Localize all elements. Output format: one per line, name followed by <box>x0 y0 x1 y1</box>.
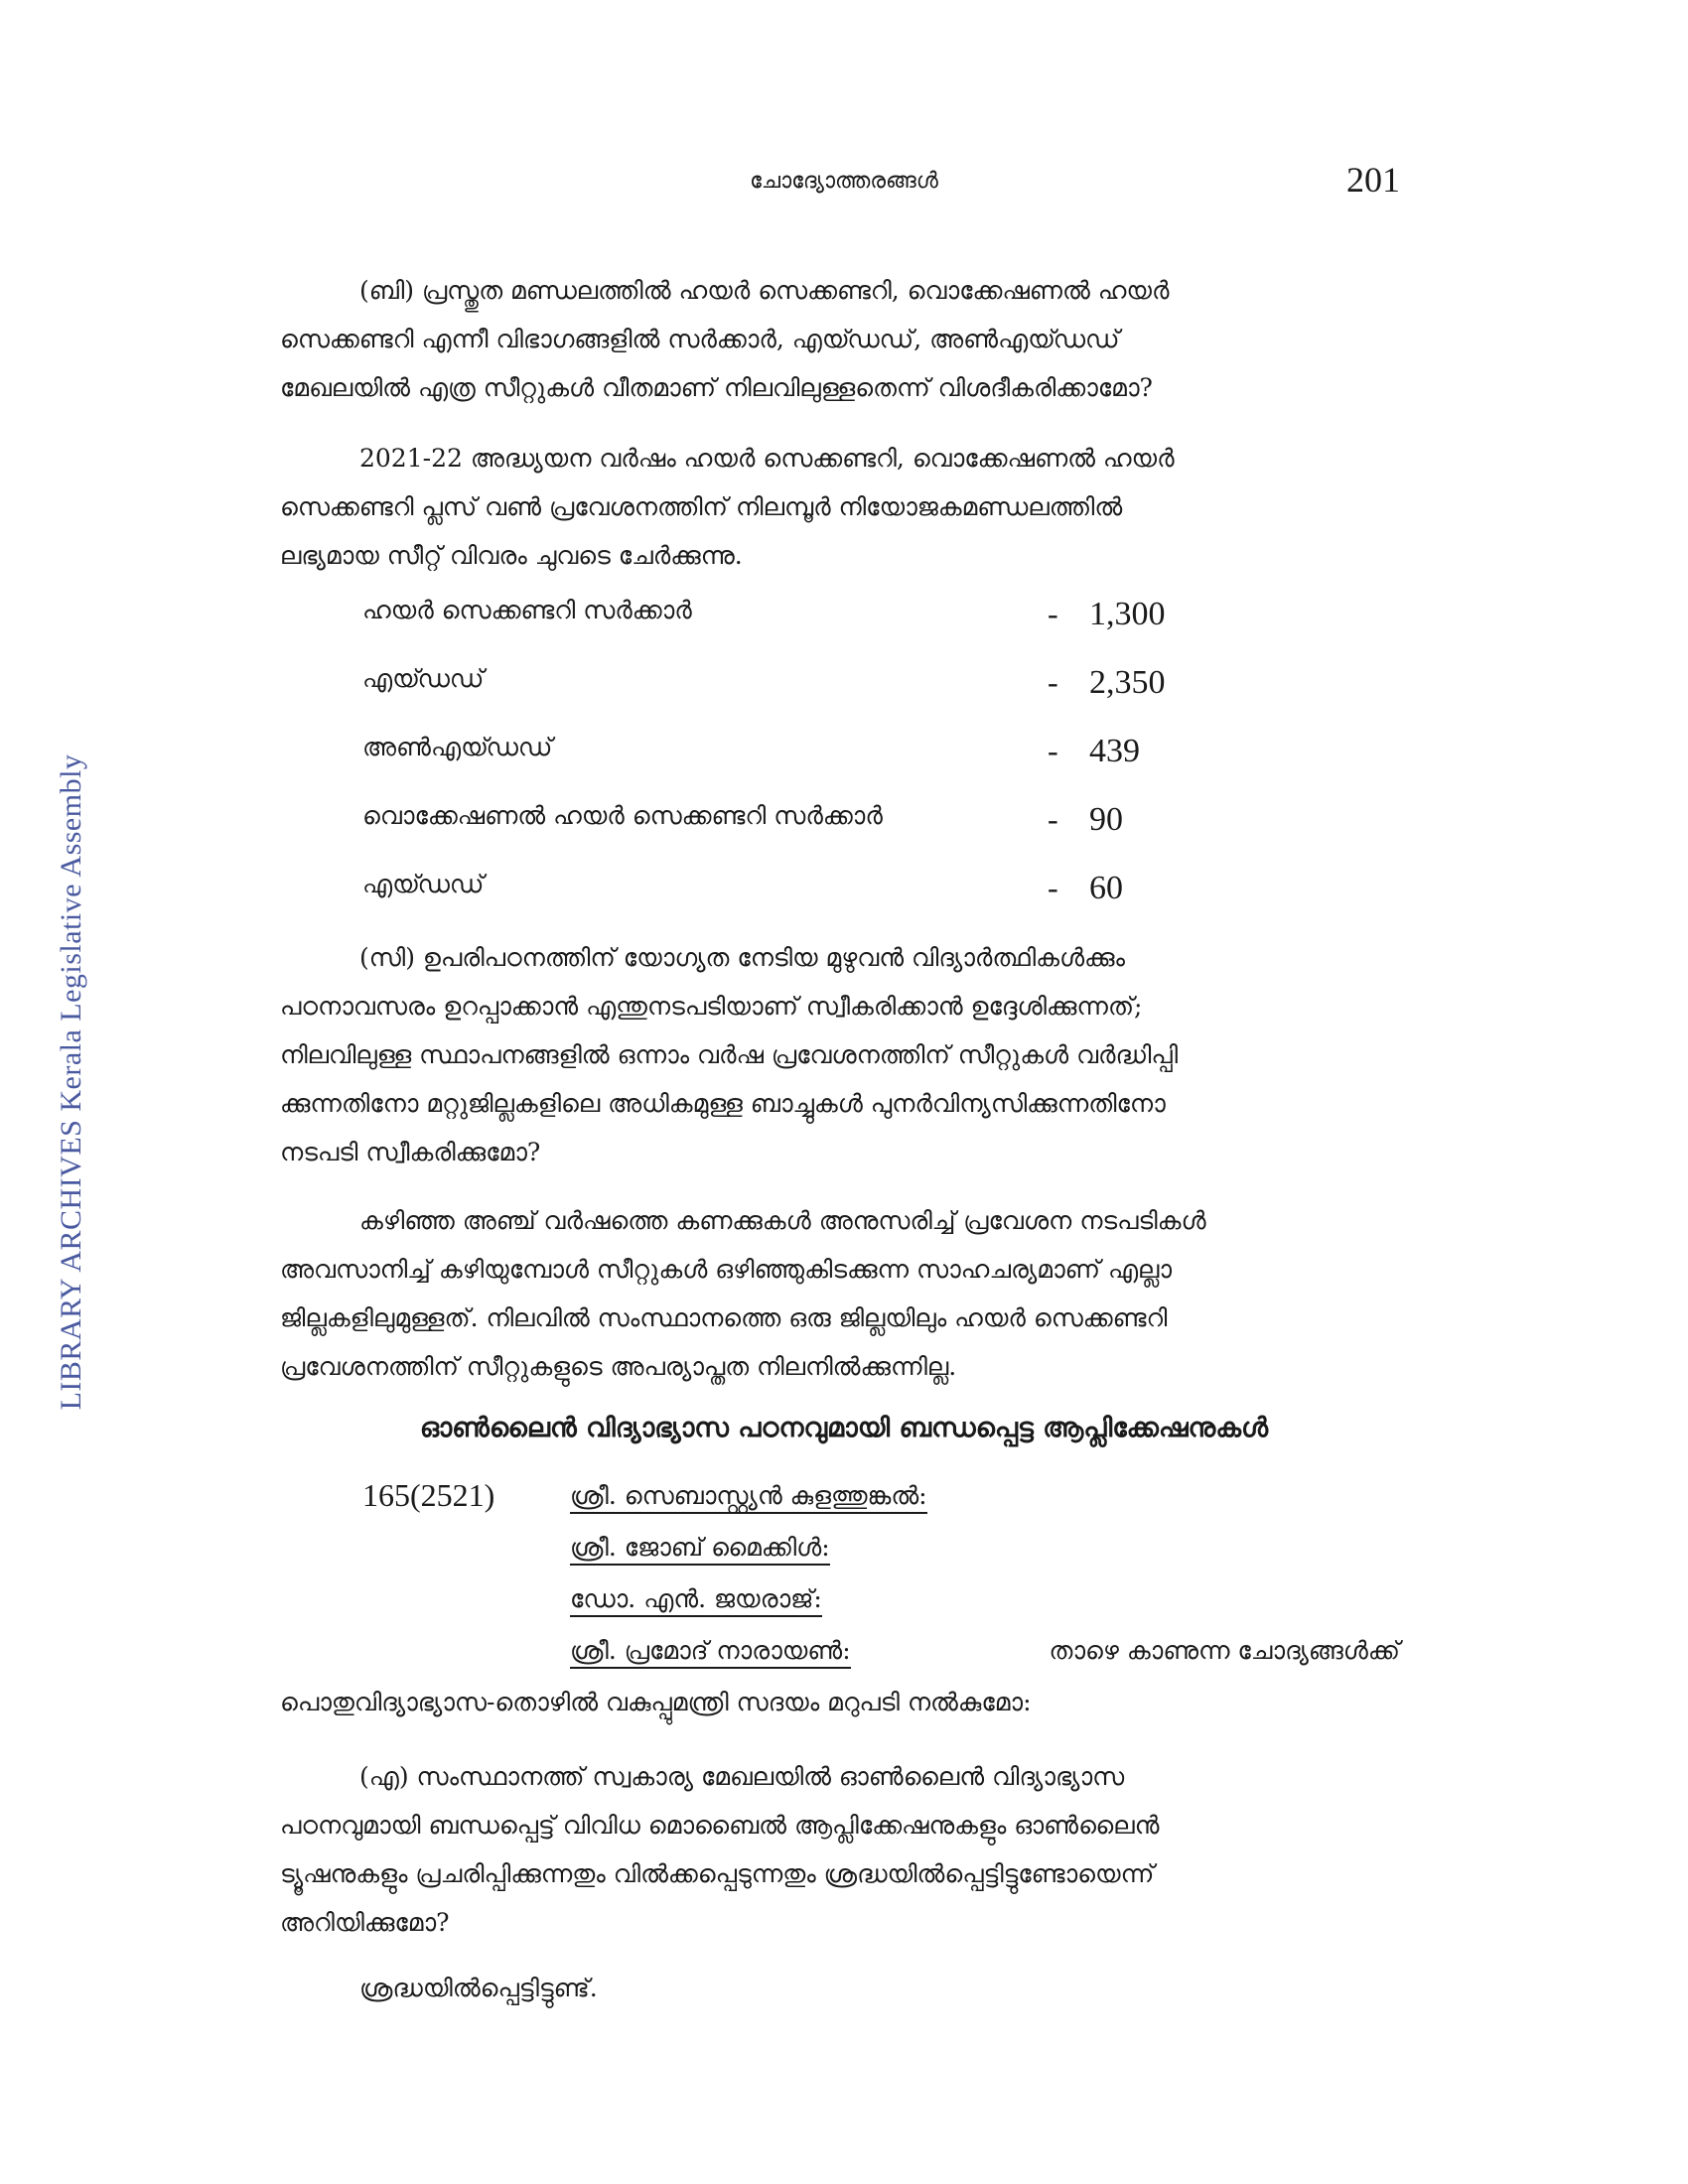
seat-dash: - <box>1048 801 1058 837</box>
seat-count: 60 <box>1089 870 1123 906</box>
question-b-line: സെക്കണ്ടറി എന്നീ വിഭാഗങ്ങളിൽ സർക്കാർ, എയ്ഡഡ്, അൺഎയ്ഡഡ് <box>280 325 1120 353</box>
seat-dash: - <box>1048 733 1058 768</box>
seat-count: 2,350 <box>1089 664 1166 701</box>
answer-b-line: 2021-22 അദ്ധ്യയന വർഷം ഹയർ സെക്കണ്ടറി, വൊക്കേഷണൽ ഹയർ <box>359 444 1175 473</box>
seat-count: 90 <box>1089 801 1123 838</box>
member-name <box>570 1533 830 1563</box>
seat-row <box>362 870 1256 919</box>
question-c <box>280 933 1400 1176</box>
member-name <box>570 1584 822 1614</box>
question-b-line: (ബി) പ്രസ്തുത മണ്ഡലത്തിൽ ഹയർ സെക്കണ്ടറി, വൊക്കേഷണൽ ഹയർ <box>359 276 1170 305</box>
question-c-line: ക്കുന്നതിനോ മറ്റുജില്ലകളിലെ അധികമുള്ള ബാച്ചുകൾ പുനർവിന്യസിക്കുന്നതിനോ <box>280 1089 1166 1118</box>
question-a <box>280 1752 1400 1947</box>
seat-category: എയ്ഡഡ് <box>362 870 485 898</box>
page-header-title: ചോദ്യോത്തരങ്ങൾ <box>750 169 938 194</box>
answer-c-line: അവസാനിച്ച് കഴിയുമ്പോൾ സീറ്റുകൾ ഒഴിഞ്ഞുകിടക്കുന്ന സാഹചര്യമാണ് എല്ലാ <box>280 1255 1173 1284</box>
seat-count: 1,300 <box>1089 596 1166 632</box>
section-heading: ഓൺലൈൻ വിദ്യാഭ്യാസ പഠനവുമായി ബന്ധപ്പെട്ട ആപ്ലിക്കേഷനുകൾ <box>419 1413 1269 1443</box>
member-name-with-intro <box>570 1636 1400 1666</box>
question-a-line: അറിയിക്കുമോ? <box>280 1908 450 1937</box>
question-c-line: (സി) ഉപരിപഠനത്തിന് യോഗ്യത നേടിയ മുഴുവൻ വിദ്യാർത്ഥികൾക്കും <box>359 943 1126 972</box>
seat-row <box>362 596 1256 645</box>
question-c-line: പഠനാവസരം ഉറപ്പാക്കാൻ എന്തുനടപടിയാണ് സ്വീകരിക്കാൻ ഉദ്ദേശിക്കുന്നത്; <box>280 992 1143 1021</box>
member-name-text: ഡോ. എൻ. ജയരാജ്: <box>570 1584 822 1617</box>
answer-a <box>280 1964 1400 2012</box>
member-name-text: ശ്രീ. ജോബ് മൈക്കിൾ: <box>570 1533 830 1566</box>
question-a-line: ട്യൂഷനുകളും പ്രചരിപ്പിക്കുന്നതും വിൽക്കപ്പെടുന്നതും ശ്രദ്ധയിൽപ്പെട്ടിട്ടുണ്ടോയെന്ന് <box>280 1859 1155 1888</box>
archive-watermark: LIBRARY ARCHIVES Kerala Legislative Assembly <box>55 753 87 1411</box>
member-name-text: ശ്രീ. പ്രമോദ് നാരായൺ: <box>570 1636 851 1669</box>
page-number: 201 <box>1346 160 1400 200</box>
question-c-line: നിലവിലുള്ള സ്ഥാപനങ്ങളിൽ ഒന്നാം വർഷ പ്രവേശനത്തിന് സീറ്റുകൾ വർദ്ധിപ്പി <box>280 1040 1179 1069</box>
question-number: 165(2521) <box>362 1477 495 1513</box>
seat-dash: - <box>1048 596 1058 631</box>
answer-c-line: ജില്ലകളിലുമുള്ളത്. നിലവിൽ സംസ്ഥാനത്തെ ഒരു ജില്ലയിലും ഹയർ സെക്കണ്ടറി <box>280 1303 1168 1332</box>
question-intro-tail: താഴെ കാണുന്ന ചോദ്യങ്ങൾക്ക് <box>1049 1636 1400 1665</box>
seat-category: വൊക്കേഷണൽ ഹയർ സെക്കണ്ടറി സർക്കാർ <box>362 801 883 830</box>
seat-category: എയ്ഡഡ് <box>362 664 485 693</box>
answer-c <box>280 1196 1400 1391</box>
answer-a-line: ശ്രദ്ധയിൽപ്പെട്ടിട്ടുണ്ട്. <box>359 1974 598 2002</box>
seat-category: അൺഎയ്ഡഡ് <box>362 733 553 761</box>
question-b-line: മേഖലയിൽ എത്ര സീറ്റുകൾ വീതമാണ് നിലവിലുള്ളതെന്ന് വിശദീകരിക്കാമോ? <box>280 373 1153 402</box>
seat-dash: - <box>1048 870 1058 905</box>
member-name-text: ശ്രീ. സെബാസ്റ്റ്യൻ കുളത്തുങ്കൽ: <box>570 1481 927 1514</box>
answer-b <box>280 434 1400 580</box>
answer-b-line: സെക്കണ്ടറി പ്ലസ് വൺ പ്രവേശനത്തിന് നിലമ്പൂർ നിയോജകമണ്ഡലത്തിൽ <box>280 492 1123 521</box>
seat-category: ഹയർ സെക്കണ്ടറി സർക്കാർ <box>362 596 692 624</box>
seat-row <box>362 733 1256 782</box>
seat-row <box>362 801 1256 851</box>
question-intro <box>280 1678 1400 1726</box>
seat-dash: - <box>1048 664 1058 700</box>
question-b <box>280 266 1400 412</box>
answer-c-line: പ്രവേശനത്തിന് സീറ്റുകളുടെ അപര്യാപ്തത നിലനിൽക്കുന്നില്ല. <box>280 1352 957 1381</box>
answer-b-line: ലഭ്യമായ സീറ്റ് വിവരം ചുവടെ ചേർക്കുന്നു. <box>280 541 743 570</box>
question-a-line: പഠനവുമായി ബന്ധപ്പെട്ട് വിവിധ മൊബൈൽ ആപ്ലിക്കേഷനുകളും ഓൺലൈൻ <box>280 1811 1160 1840</box>
answer-c-line: കഴിഞ്ഞ അഞ്ച് വർഷത്തെ കണക്കുകൾ അനുസരിച്ച് പ്രവേശന നടപടികൾ <box>359 1206 1206 1235</box>
member-name <box>570 1481 927 1511</box>
seat-count: 439 <box>1089 733 1140 769</box>
question-c-line: നടപടി സ്വീകരിക്കുമോ? <box>280 1138 541 1166</box>
question-a-line: (എ) സംസ്ഥാനത്ത് സ്വകാര്യ മേഖലയിൽ ഓൺലൈൻ വിദ്യാഭ്യാസ <box>359 1762 1125 1791</box>
seat-row <box>362 664 1256 714</box>
question-intro-line: പൊതുവിദ്യാഭ്യാസ-തൊഴിൽ വകുപ്പുമന്ത്രി സദയം മറുപടി നൽകുമോ: <box>280 1688 1032 1716</box>
